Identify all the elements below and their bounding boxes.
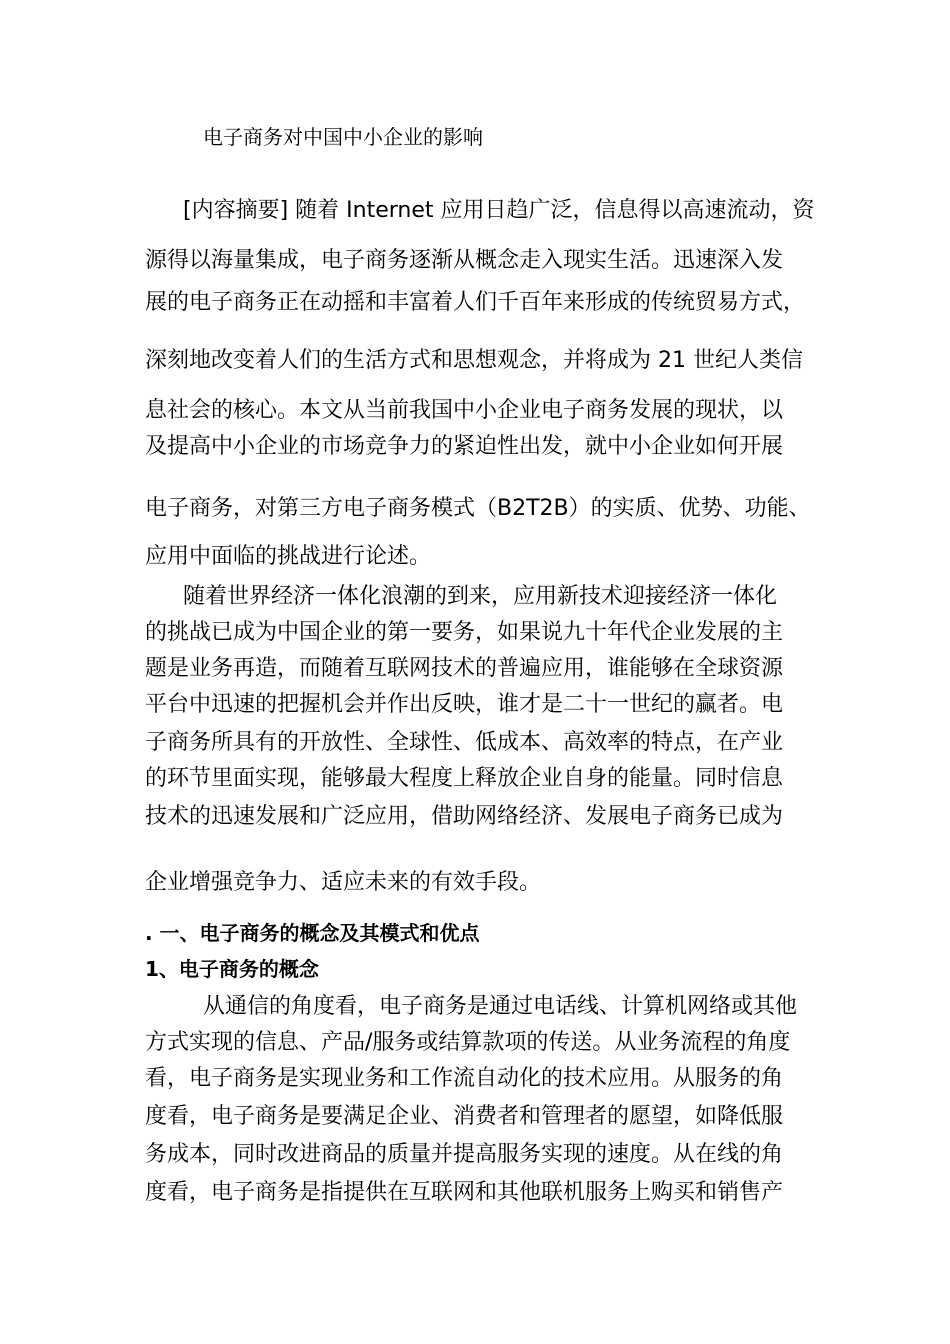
intro-line: 企业增强竞争力、适应未来的有效手段。 <box>145 870 542 895</box>
intro-line: 题是业务再造，而随着互联网技术的普遍应用，谁能够在全球资源 <box>145 656 784 681</box>
abstract-line: 息社会的核心。本文从当前我国中小企业电子商务发展的现状，以 <box>145 398 784 423</box>
intro-line: 的挑战已成为中国企业的第一要务，如果说九十年代企业发展的主 <box>145 620 784 645</box>
abstract-line: 源得以海量集成，电子商务逐渐从概念走入现实生活。迅速深入发 <box>145 248 784 273</box>
intro-line: 技术的迅速发展和广泛应用，借助网络经济、发展电子商务已成为 <box>145 804 784 829</box>
section-heading: . 一、电子商务的概念及其模式和优点 <box>145 921 480 945</box>
body-line: 度看，电子商务是指提供在互联网和其他联机服务上购买和销售产 <box>145 1180 784 1205</box>
abstract-line: 应用中面临的挑战进行论述。 <box>145 544 432 569</box>
body-line: 从通信的角度看，电子商务是通过电话线、计算机网络或其他 <box>203 994 798 1019</box>
subsection-heading: 1、电子商务的概念 <box>145 957 319 981</box>
abstract-line: 深刻地改变着人们的生活方式和思想观念，并将成为 21 世纪人类信 <box>145 348 803 373</box>
body-line: 度看，电子商务是要满足企业、消费者和管理者的愿望，如降低服 <box>145 1104 784 1129</box>
body-line: 务成本，同时改进商品的质量并提高服务实现的速度。从在线的角 <box>145 1142 784 1167</box>
body-line: 方式实现的信息、产品/服务或结算款项的传送。从业务流程的角度 <box>145 1030 791 1055</box>
intro-line: 随着世界经济一体化浪潮的到来，应用新技术迎接经济一体化 <box>183 584 778 609</box>
body-line: 看，电子商务是实现业务和工作流自动化的技术应用。从服务的角 <box>145 1066 784 1091</box>
intro-line: 子商务所具有的开放性、全球性、低成本、高效率的特点，在产业 <box>145 730 784 755</box>
document-title: 电子商务对中国中小企业的影响 <box>203 125 483 149</box>
abstract-line: 及提高中小企业的市场竞争力的紧迫性出发，就中小企业如何开展 <box>145 434 784 459</box>
abstract-line: 展的电子商务正在动摇和丰富着人们千百年来形成的传统贸易方式， <box>145 290 806 315</box>
abstract-line: 电子商务，对第三方电子商务模式（B2T2B）的实质、优势、功能、 <box>145 496 811 521</box>
intro-line: 平台中迅速的把握机会并作出反映，谁才是二十一世纪的赢者。电 <box>145 692 784 717</box>
intro-line: 的环节里面实现，能够最大程度上释放企业自身的能量。同时信息 <box>145 766 784 791</box>
abstract-line: [内容摘要] 随着 Internet 应用日趋广泛，信息得以高速流动，资 <box>183 198 815 223</box>
